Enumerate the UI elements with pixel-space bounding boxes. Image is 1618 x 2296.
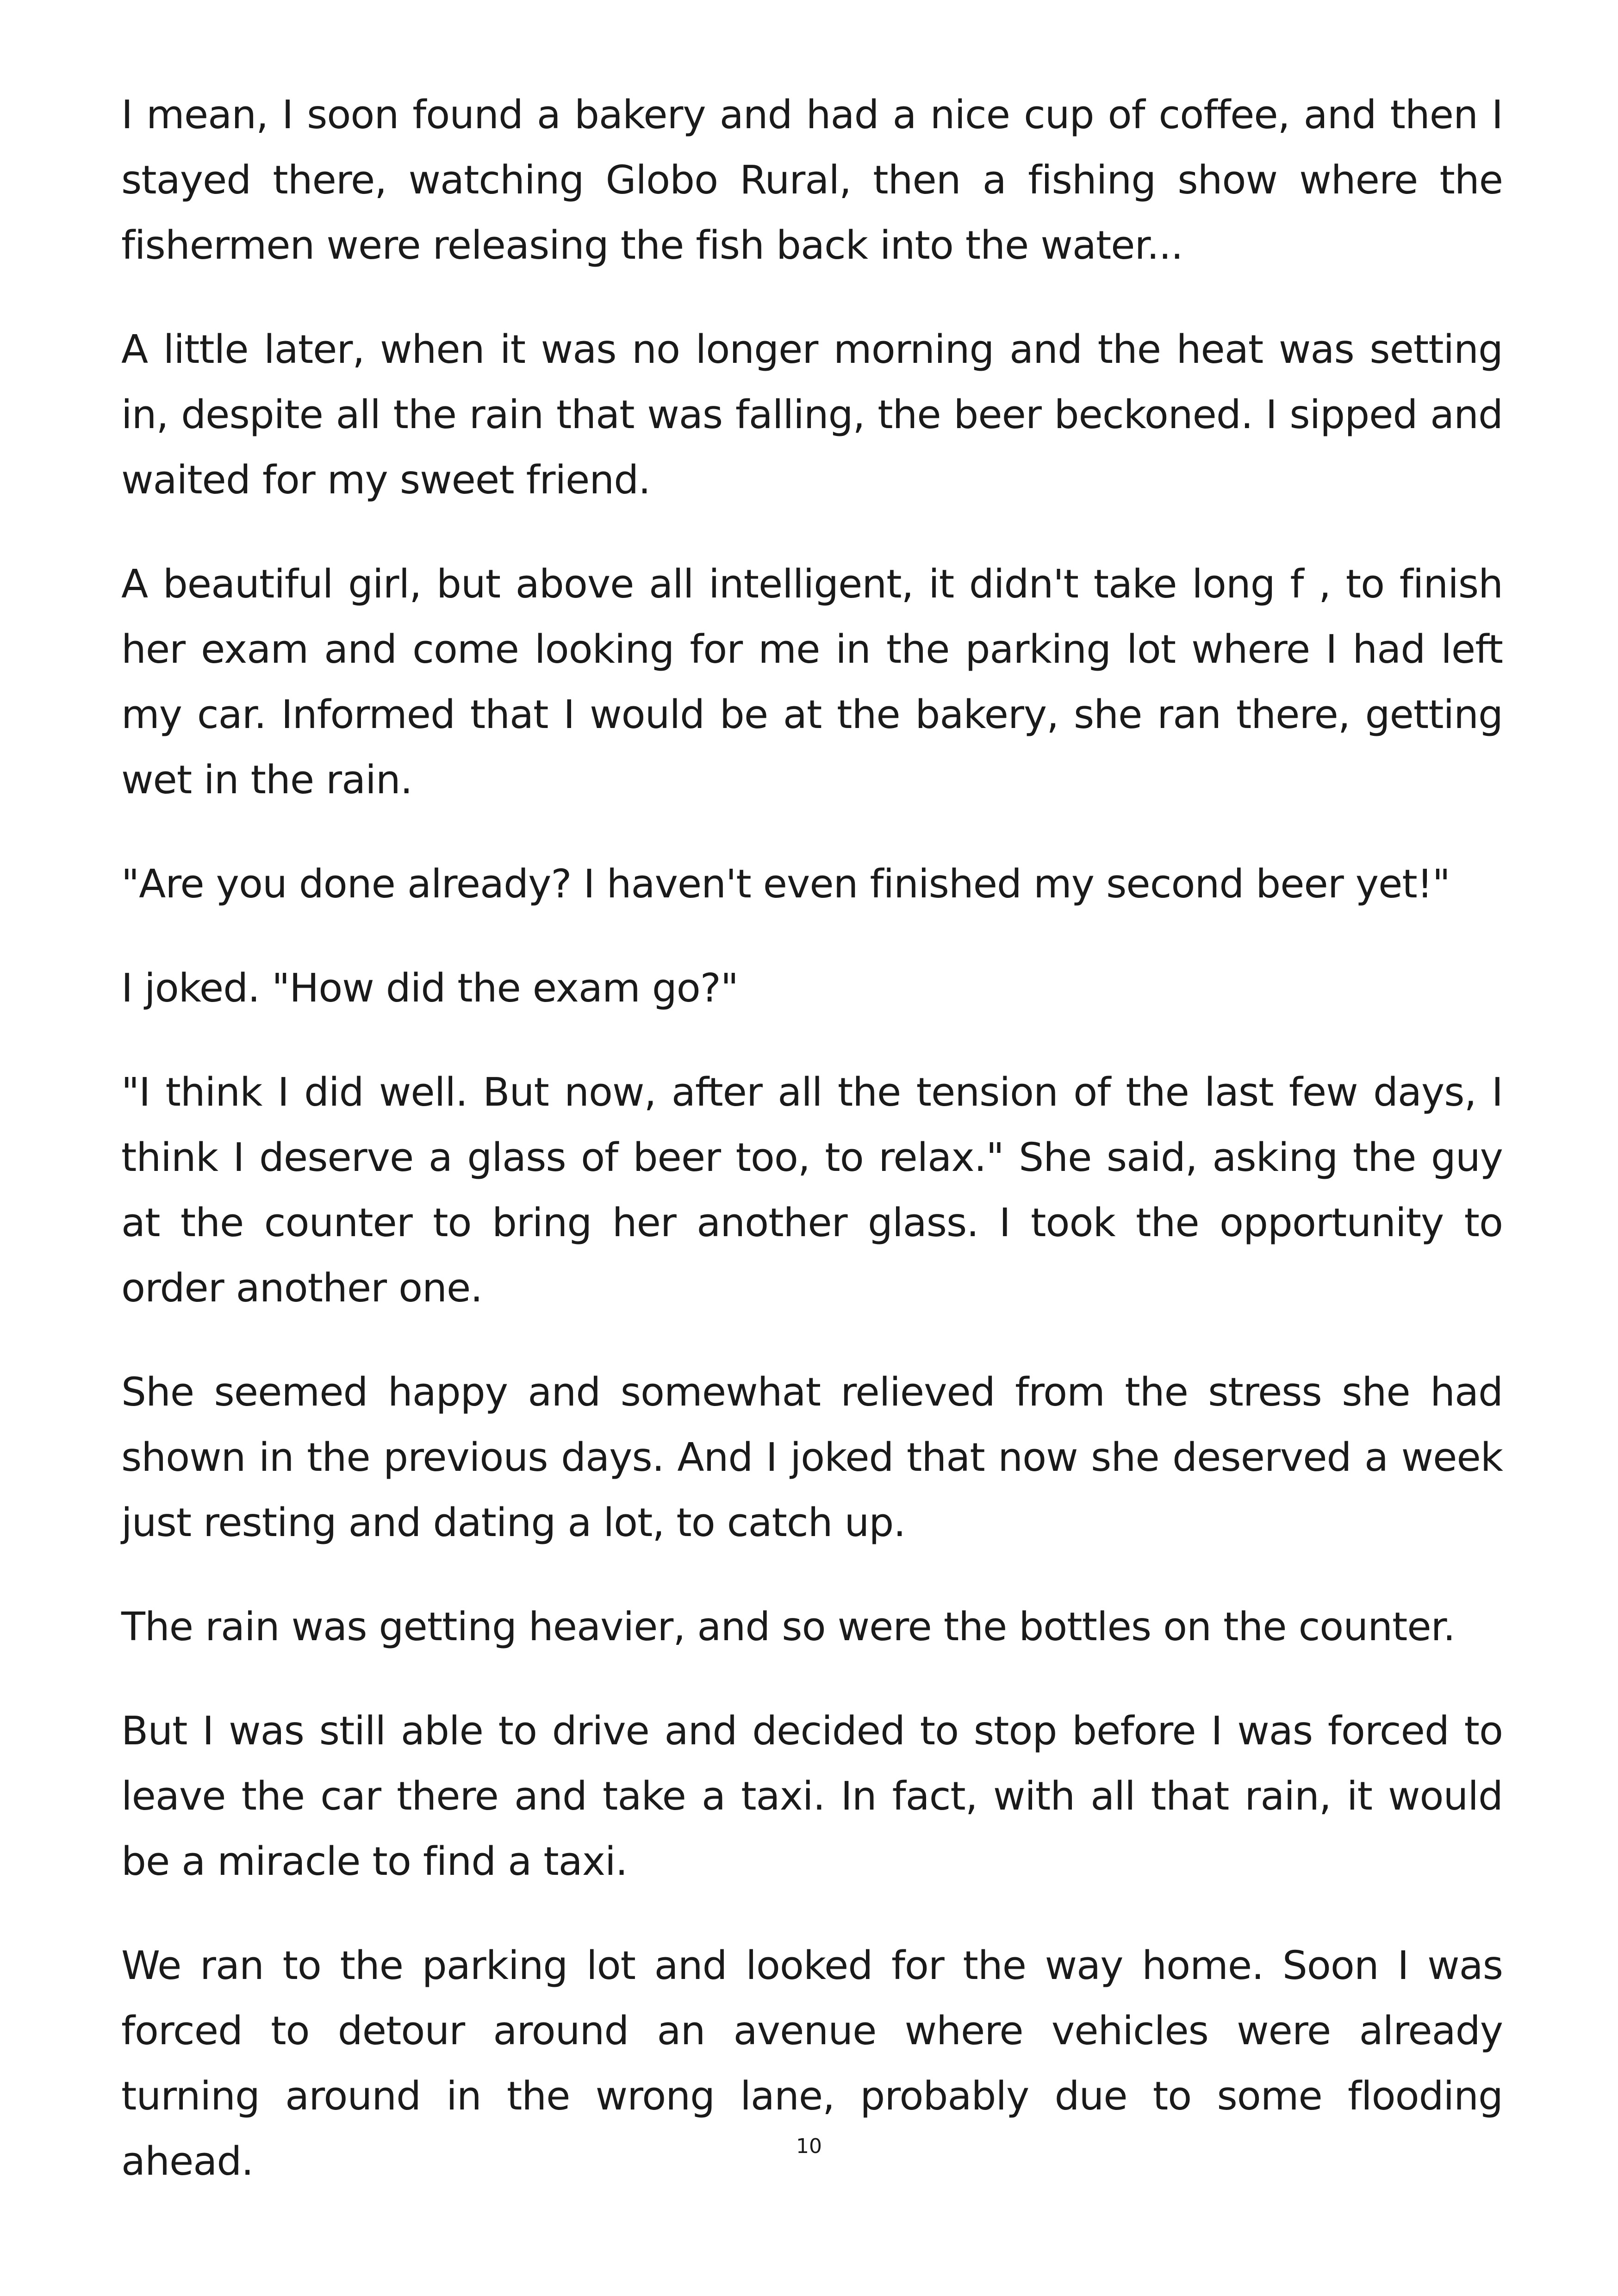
paragraph-1: I mean, I soon found a bakery and had a nice cup of coffee, and then I stayed there, watching Globo Rural, then a fishing show where the fishermen were releasing the fish back into the water... <box>121 92 1503 268</box>
paragraph-7: She seemed happy and somewhat relieved from the stress she had shown in the previous days. And I joked that now she deserved a week just resting and dating a lot, to catch up. <box>121 1369 1503 1546</box>
paragraph-4: "Are you done already? I haven't even finished my second beer yet!" <box>121 861 1450 907</box>
body-text <box>121 82 1503 2233</box>
paragraph-9: But I was still able to drive and decided to stop before I was forced to leave the car there and take a taxi. In fact, with all that rain, it would be a miracle to find a taxi. <box>121 1708 1503 1885</box>
paragraph-3: A beautiful girl, but above all intelligent, it didn't take long f , to finish her exam and come looking for me in the parking lot where I had left my car. Informed that I would be at the bakery, she ran there, getting wet in the rain. <box>121 561 1503 803</box>
paragraph-10: We ran to the parking lot and looked for the way home. Soon I was forced to detour around an avenue where vehicles were already turning around in the wrong lane, probably due to some flooding ahead. <box>121 1943 1503 2184</box>
paragraph-8: The rain was getting heavier, and so were the bottles on the counter. <box>121 1604 1455 1650</box>
page-number: 10 <box>796 2134 822 2158</box>
paragraph-2: A little later, when it was no longer morning and the heat was setting in, despite all the rain that was falling, the beer beckoned. I sipped and waited for my sweet friend. <box>121 327 1503 503</box>
paragraph-5: I joked. "How did the exam go?" <box>121 965 738 1011</box>
paragraph-6: "I think I did well. But now, after all the tension of the last few days, I think I deserve a glass of beer too, to relax." She said, asking the guy at the counter to bring her another glass. I took the opportunity to order another one. <box>121 1070 1503 1311</box>
